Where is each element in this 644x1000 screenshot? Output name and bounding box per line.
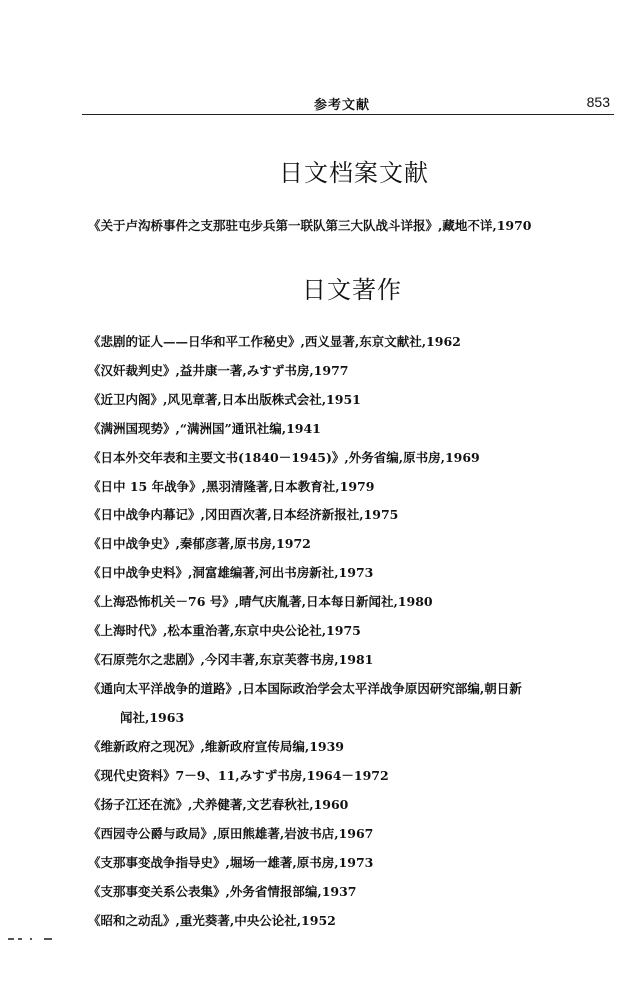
reference-entry: 《通向太平洋战争的道路》,日本国际政治学会太平洋战争原因研究部编,朝日新 xyxy=(88,681,522,696)
reference-entry: 《日中 15 年战争》,黑羽清隆著,日本教育社,1979 xyxy=(88,479,375,494)
section-title-works: 日文著作 xyxy=(302,276,402,304)
archive-entry: 《关于卢沟桥事件之支那驻屯步兵第一联队第三大队战斗详报》,藏地不详,1970 xyxy=(88,218,532,233)
reference-entry: 《日中战争史》,秦郁彦著,原书房,1972 xyxy=(88,536,311,551)
reference-entry: 《支那事变战争指导史》,堀场一雄著,原书房,1973 xyxy=(88,855,374,870)
reference-entry: 《近卫内阁》,风见章著,日本出版株式会社,1951 xyxy=(88,392,361,407)
reference-entry: 《日本外交年表和主要文书(1840－1945)》,外务省编,原书房,1969 xyxy=(88,450,480,465)
reference-entry: 《满洲国现势》,“满洲国”通讯社编,1941 xyxy=(88,421,321,436)
header-rule xyxy=(82,114,614,115)
scan-speck-mark xyxy=(18,938,22,940)
scan-speck-mark xyxy=(30,938,32,940)
section-title-archives: 日文档案文献 xyxy=(279,159,429,187)
scan-speck xyxy=(8,938,68,942)
reference-entry: 《上海时代》,松本重治著,东京中央公论社,1975 xyxy=(88,623,361,638)
reference-entry: 《上海恐怖机关－76 号》,晴气庆胤著,日本每日新闻社,1980 xyxy=(88,594,433,609)
page-header xyxy=(82,92,614,118)
reference-entry: 《悲剧的证人——日华和平工作秘史》,西义显著,东京文献社,1962 xyxy=(88,334,461,349)
reference-entry: 《石原莞尔之悲剧》,今冈丰著,东京芙蓉书房,1981 xyxy=(88,652,374,667)
scan-speck-mark xyxy=(8,938,14,940)
running-title: 参考文献 xyxy=(314,98,371,113)
scan-speck-mark xyxy=(44,938,52,940)
reference-entry: 《维新政府之现况》,维新政府宣传局编,1939 xyxy=(88,739,344,754)
reference-entry: 《日中战争内幕记》,冈田酉次著,日本经济新报社,1975 xyxy=(88,507,399,522)
reference-entry: 《汉奸裁判史》,益井康一著,みすず书房,1977 xyxy=(88,363,349,378)
page-number: 853 xyxy=(586,94,610,110)
reference-entry: 《西园寺公爵与政局》,原田熊雄著,岩波书店,1967 xyxy=(88,826,374,841)
reference-entry: 《支那事变关系公表集》,外务省情报部编,1937 xyxy=(88,884,357,899)
reference-entry: 《现代史资料》7－9、11,みすず书房,1964－1972 xyxy=(88,768,389,783)
reference-entry: 《昭和之动乱》,重光葵著,中央公论社,1952 xyxy=(88,913,336,928)
reference-entry-continuation: 闻社,1963 xyxy=(120,710,185,725)
reference-entry: 《日中战争史料》,洞富雄编著,河出书房新社,1973 xyxy=(88,565,374,580)
reference-entry: 《扬子江还在流》,犬养健著,文艺春秋社,1960 xyxy=(88,797,349,812)
